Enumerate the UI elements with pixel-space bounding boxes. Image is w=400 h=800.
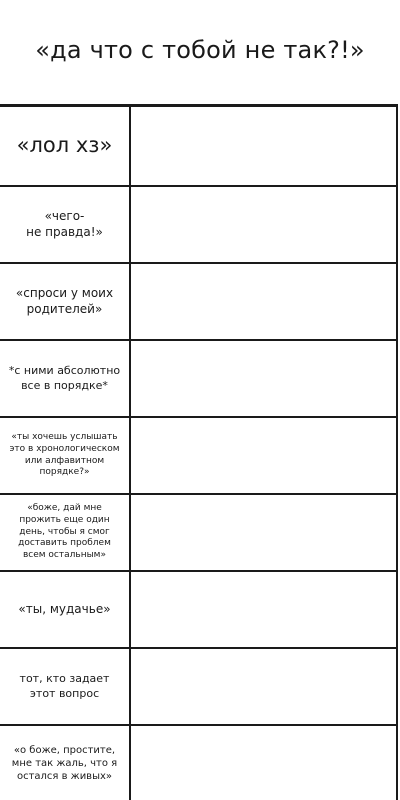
row-label: *с ними абсолютно все в порядке* — [0, 341, 131, 416]
chart-row-8 — [0, 649, 396, 726]
empty-cell — [131, 418, 396, 493]
row-label: тот, кто задает этот вопрос — [0, 649, 131, 724]
empty-cell — [131, 572, 396, 647]
empty-cell — [131, 495, 396, 570]
empty-cell — [131, 107, 396, 185]
chart-row-1 — [0, 107, 396, 187]
page-title: «да что с тобой не так?!» — [35, 36, 365, 64]
chart-row-6 — [0, 495, 396, 572]
row-label: «лол хз» — [0, 107, 131, 185]
row-label: «ты хочешь услышать это в хронологическом или алфавитном порядке?» — [0, 418, 131, 493]
empty-cell — [131, 341, 396, 416]
row-label: «ты, мудачье» — [0, 572, 131, 647]
alignment-chart — [0, 104, 398, 800]
empty-cell — [131, 649, 396, 724]
chart-row-9 — [0, 726, 396, 800]
chart-row-7 — [0, 572, 396, 649]
row-label: «спроси у моих родителей» — [0, 264, 131, 339]
empty-cell — [131, 187, 396, 262]
row-label: «чего- не правда!» — [0, 187, 131, 262]
empty-cell — [131, 726, 396, 800]
chart-row-3 — [0, 264, 396, 341]
chart-row-2 — [0, 187, 396, 264]
chart-row-4 — [0, 341, 396, 418]
row-label: «о боже, простите, мне так жаль, что я остался в живых» — [0, 726, 131, 800]
chart-row-5 — [0, 418, 396, 495]
row-label: «боже, дай мне прожить еще один день, чтобы я смог доставить проблем всем остальным» — [0, 495, 131, 570]
empty-cell — [131, 264, 396, 339]
